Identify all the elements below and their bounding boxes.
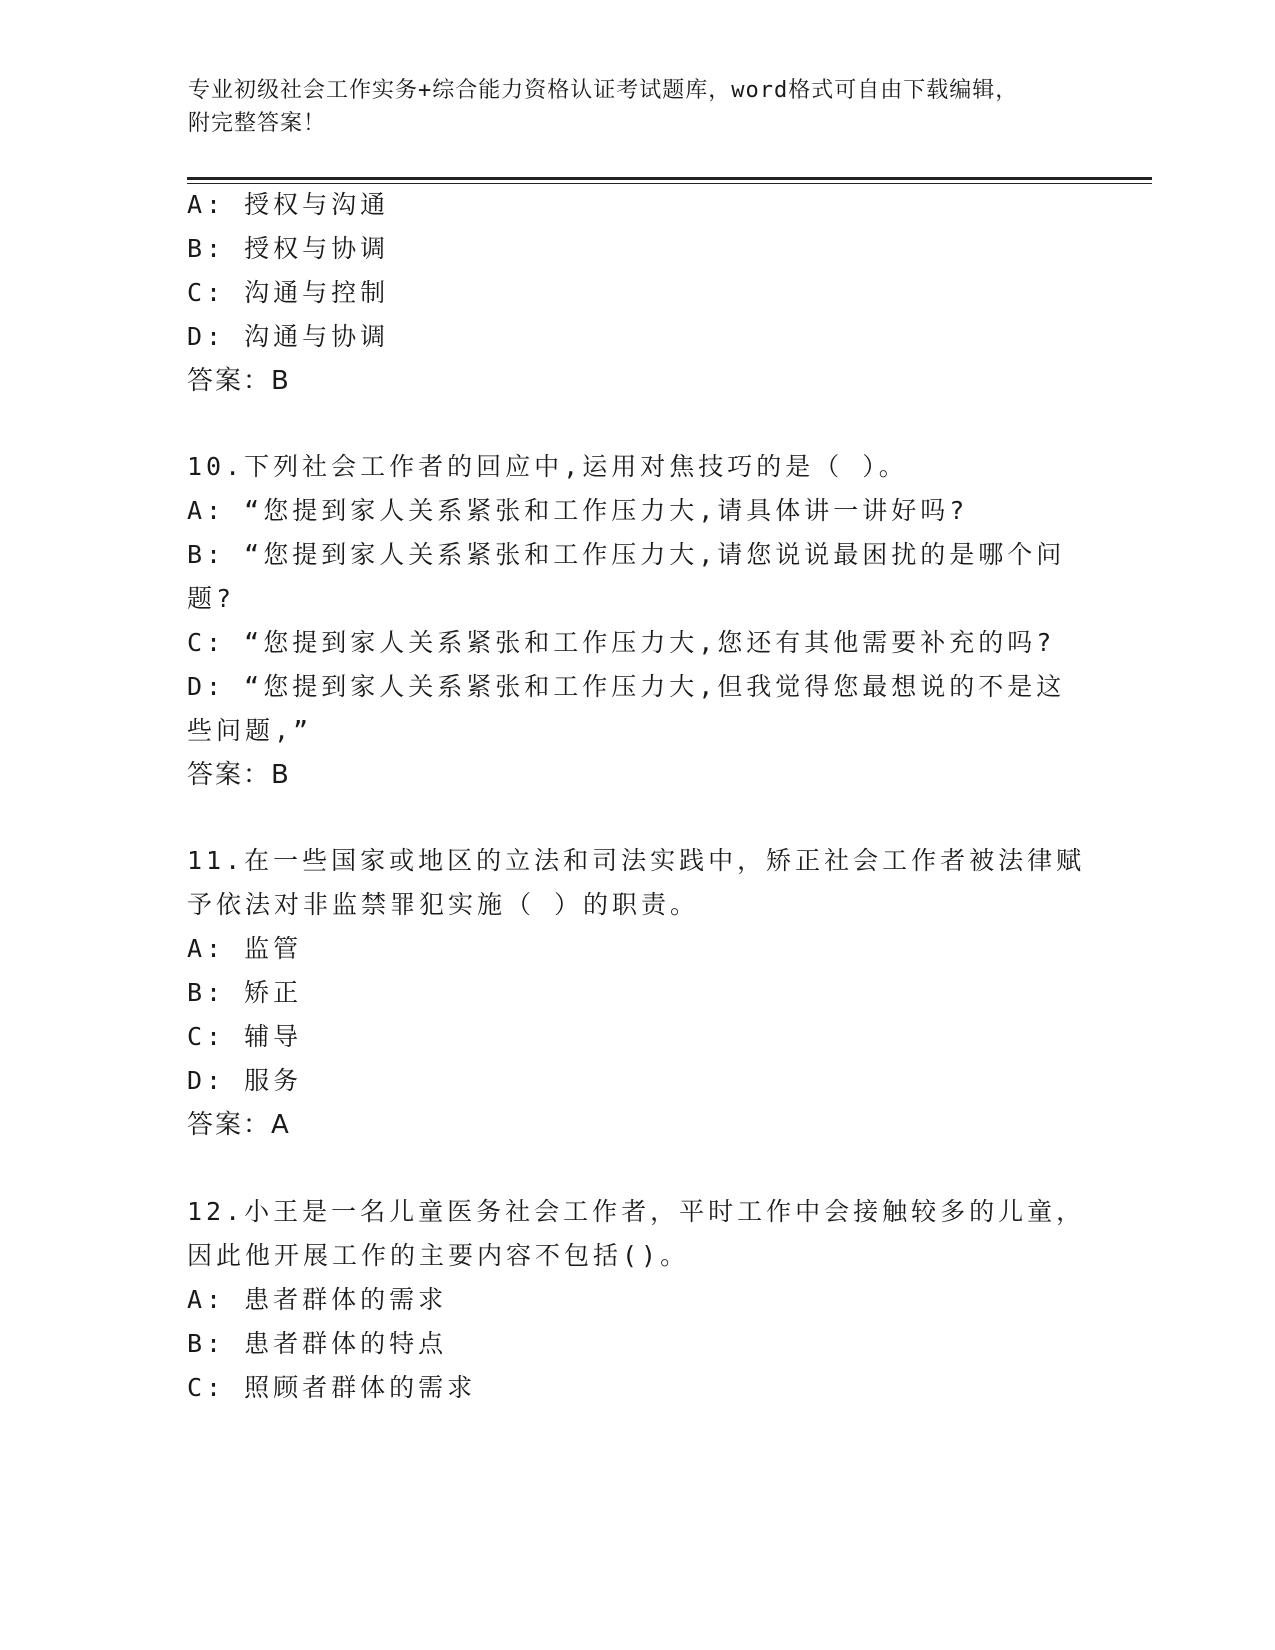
q9-option-d: D: 沟通与协调 (187, 322, 390, 351)
q10-option-b-continued: 题? (187, 584, 236, 613)
header-divider-thin (187, 183, 1152, 184)
header-line-1: 专业初级社会工作实务+综合能力资格认证考试题库，word格式可自由下载编辑， (188, 78, 1019, 103)
q10-option-d-continued: 些问题,” (187, 716, 313, 745)
q9-option-a: A: 授权与沟通 (187, 190, 390, 219)
q12-stem-line-2: 因此他开展工作的主要内容不包括()。 (187, 1241, 690, 1270)
q11-stem-line-2: 予依法对非监禁罪犯实施（ ）的职责。 (187, 890, 700, 919)
q11-option-d: D: 服务 (187, 1066, 303, 1095)
q9-option-c: C: 沟通与控制 (187, 278, 390, 307)
q10-answer: 答案：B (187, 760, 291, 790)
q11-option-b: B: 矫正 (187, 978, 303, 1007)
q12-option-a: A: 患者群体的需求 (187, 1285, 448, 1314)
q9-option-b: B: 授权与协调 (187, 234, 390, 263)
q12-option-c: C: 照顾者群体的需求 (187, 1373, 477, 1402)
q10-stem: 10.下列社会工作者的回应中,运用对焦技巧的是（ ）。 (187, 452, 908, 481)
q10-option-d: D: “您提到家人关系紧张和工作压力大,但我觉得您最想说的不是这 (187, 672, 1066, 701)
document-header (188, 74, 1088, 140)
header-line-2: 附完整答案！ (188, 111, 327, 136)
q11-option-a: A: 监管 (187, 934, 303, 963)
q12-stem-line-1: 12.小王是一名儿童医务社会工作者，平时工作中会接触较多的儿童， (187, 1197, 1086, 1226)
q10-option-c: C: “您提到家人关系紧张和工作压力大,您还有其他需要补充的吗? (187, 628, 1056, 657)
q11-stem-line-1: 11.在一些国家或地区的立法和司法实践中，矫正社会工作者被法律赋 (187, 846, 1086, 875)
header-divider-thick (187, 177, 1152, 180)
q12-option-b: B: 患者群体的特点 (187, 1329, 448, 1358)
q11-answer: 答案：A (187, 1110, 291, 1140)
q10-option-b: B: “您提到家人关系紧张和工作压力大,请您说说最困扰的是哪个问 (187, 540, 1066, 569)
q9-answer: 答案：B (187, 366, 291, 396)
q11-option-c: C: 辅导 (187, 1022, 303, 1051)
q10-option-a: A: “您提到家人关系紧张和工作压力大,请具体讲一讲好吗? (187, 496, 969, 525)
